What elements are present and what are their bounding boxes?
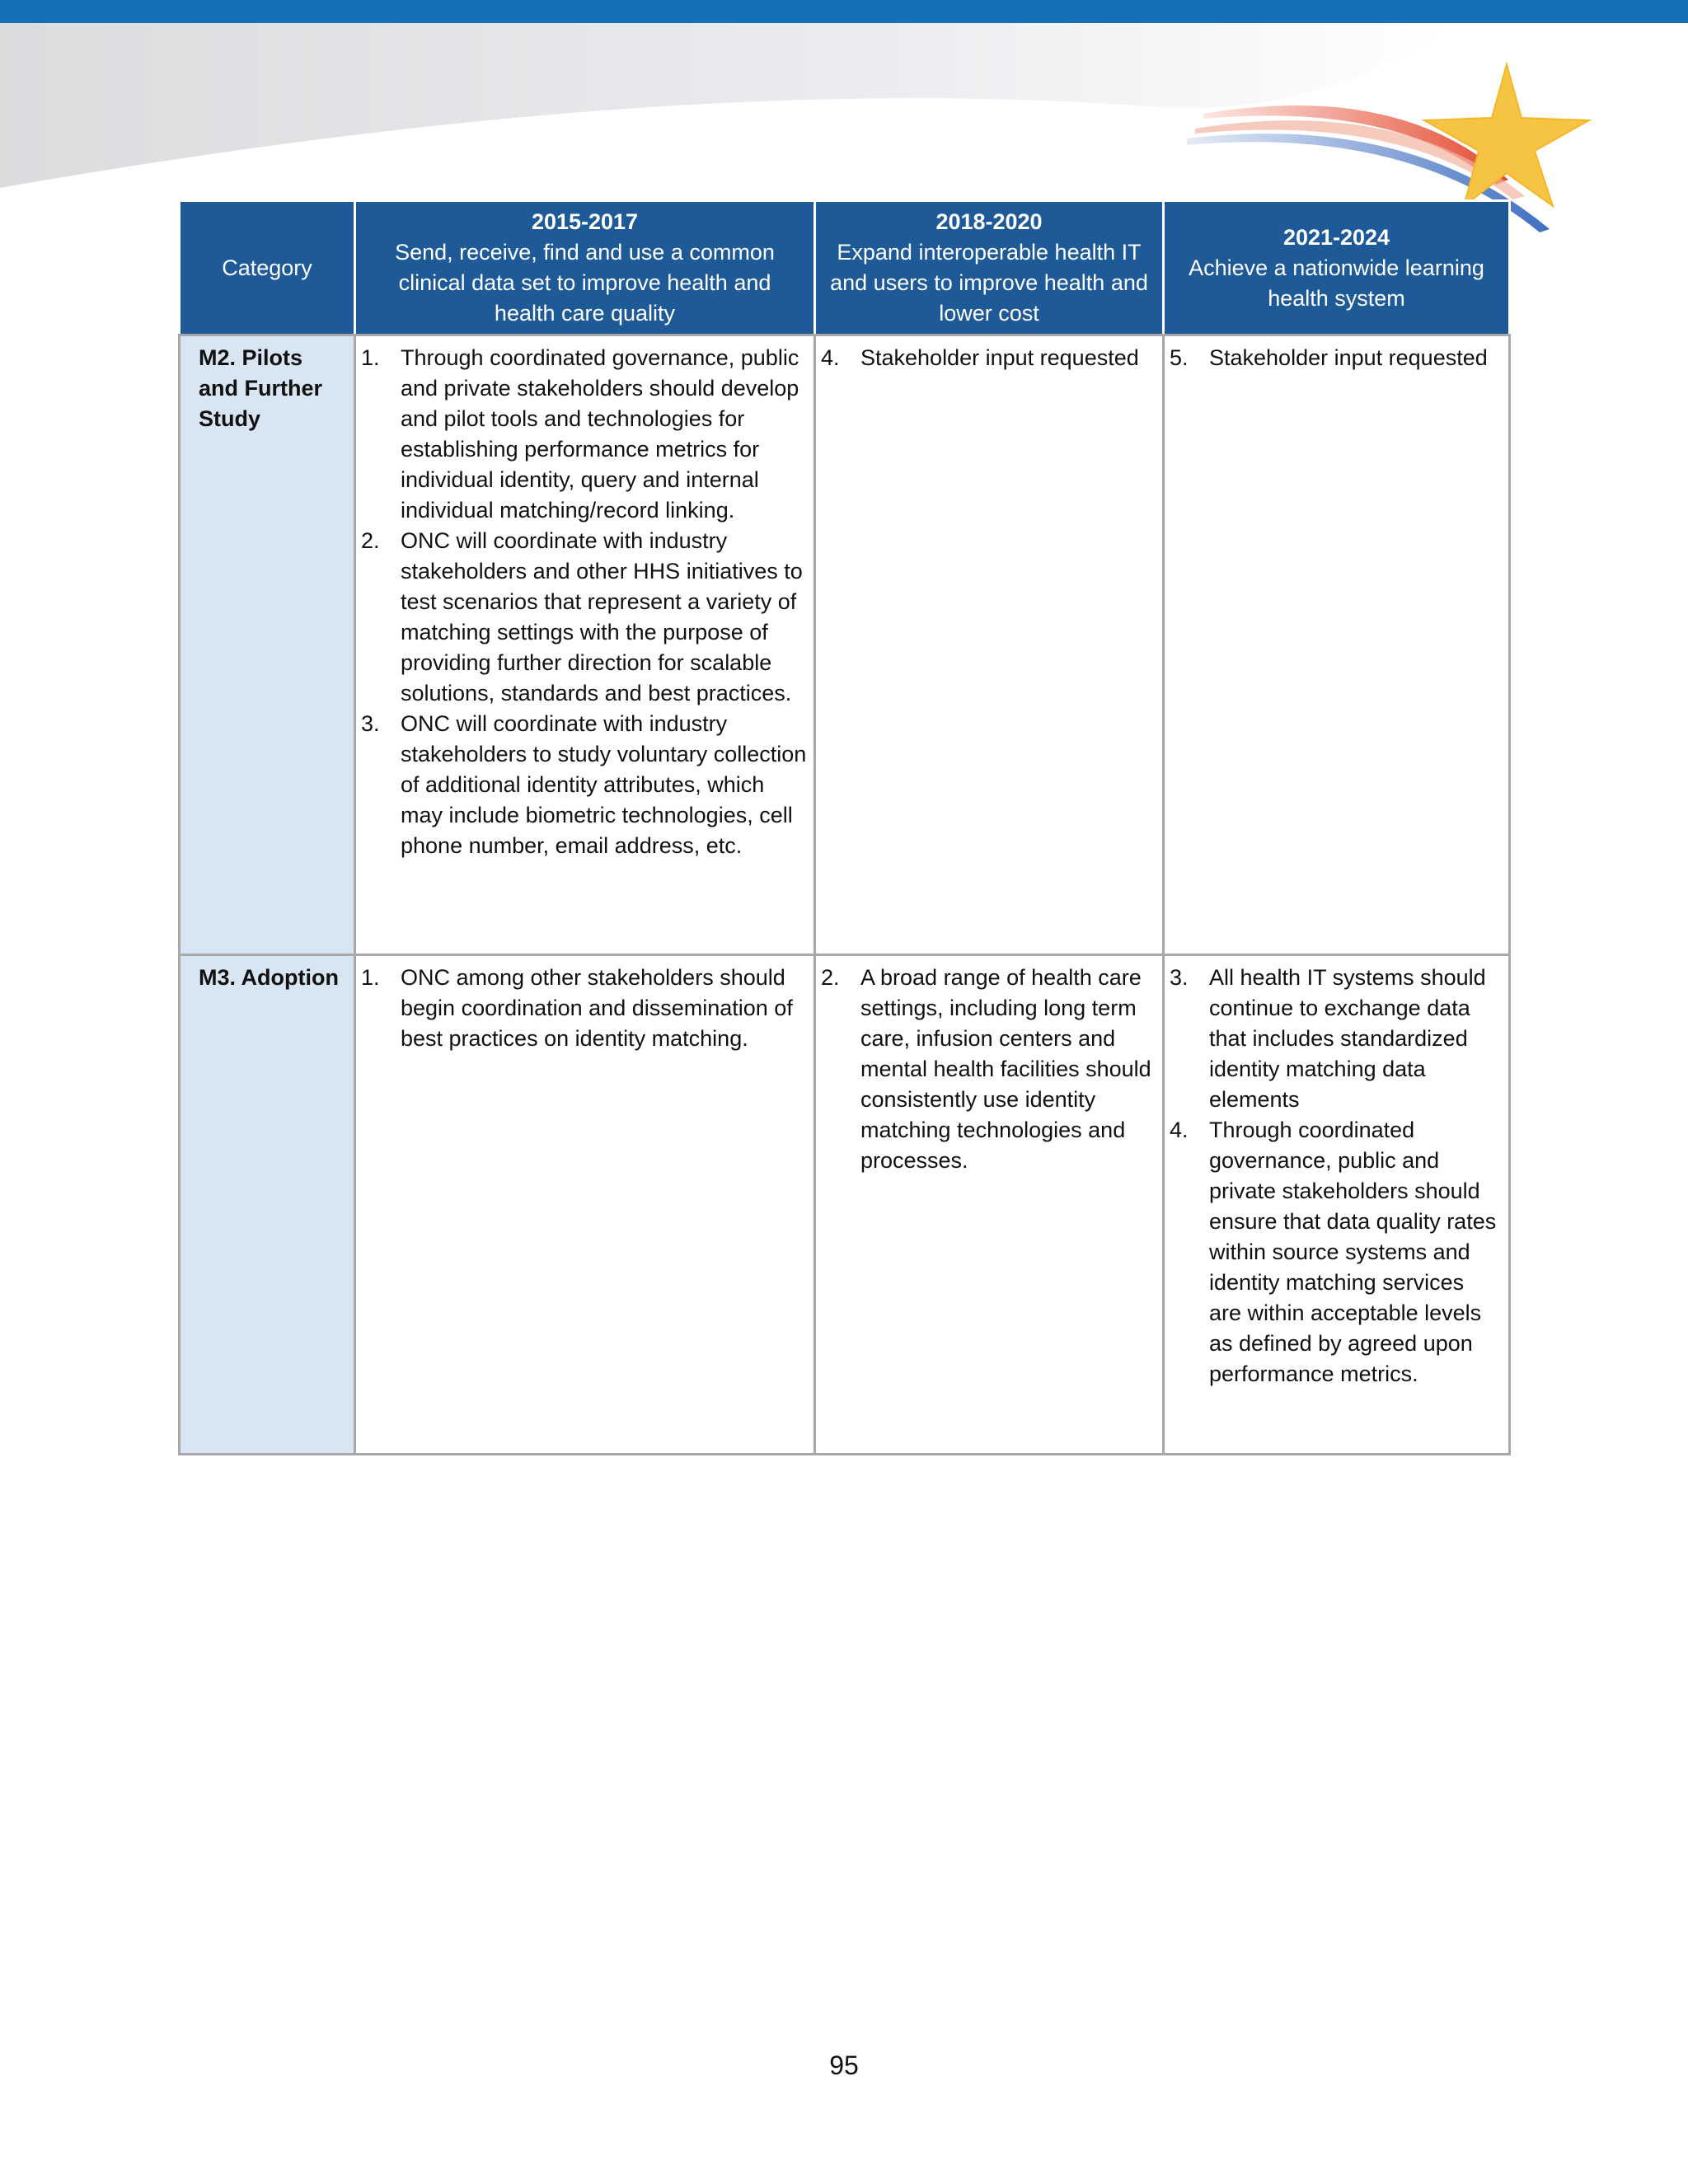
action-list xyxy=(361,343,807,861)
table-cell xyxy=(815,955,1164,1455)
top-color-bar xyxy=(0,0,1688,23)
table-row xyxy=(180,955,1510,1455)
table-cell xyxy=(355,335,815,955)
item-text: Stakeholder input requested xyxy=(860,345,1139,370)
item-text: All health IT systems should continue to exchange data that includes standardized identity matching data elements xyxy=(1209,965,1486,1112)
header-period-1-desc: Send, receive, find and use a common clinical data set to improve health and health care quality xyxy=(395,240,775,326)
list-item xyxy=(1170,1115,1502,1390)
banner-swoosh xyxy=(0,23,1451,188)
header-period-1 xyxy=(355,201,815,335)
action-list xyxy=(1170,963,1502,1390)
table-header-row xyxy=(180,201,1510,335)
item-number: 3. xyxy=(1170,965,1189,990)
page-number: 95 xyxy=(829,2050,859,2080)
table-row xyxy=(180,335,1510,955)
header-period-3-desc: Achieve a nationwide learning health system xyxy=(1189,255,1484,311)
item-text: ONC will coordinate with industry stakeholders and other HHS initiatives to test scenarios that represent a variety of matching settings with the purpose of providing further direction for scalable solutions, standards and best practices. xyxy=(401,528,803,705)
list-item xyxy=(361,709,807,861)
list-item xyxy=(361,343,807,526)
table-cell xyxy=(815,335,1164,955)
item-number: 3. xyxy=(361,711,380,736)
header-period-2-desc: Expand interoperable health IT and users to improve health and lower cost xyxy=(830,240,1148,326)
roadmap-table xyxy=(178,199,1511,1455)
table-cell xyxy=(1164,955,1510,1455)
list-item xyxy=(821,963,1156,1176)
category-cell: M3. Adoption xyxy=(180,955,355,1455)
item-text: ONC among other stakeholders should begin coordination and dissemination of best practices on identity matching. xyxy=(401,965,793,1051)
header-period-2-years: 2018-2020 xyxy=(935,209,1043,234)
list-item xyxy=(361,526,807,709)
table-cell xyxy=(355,955,815,1455)
item-text: ONC will coordinate with industry stakeholders to study voluntary collection of additional identity attributes, which may include biometric technologies, cell phone number, email address, etc. xyxy=(401,711,807,858)
table-cell xyxy=(1164,335,1510,955)
header-period-3 xyxy=(1164,201,1510,335)
item-text: Through coordinated governance, public and private stakeholders should ensure that data quality rates within source systems and identity matching services are within acceptable levels as defined by agreed upon performance metrics. xyxy=(1209,1118,1497,1386)
header-period-1-years: 2015-2017 xyxy=(531,209,639,234)
list-item xyxy=(361,963,807,1054)
header-category xyxy=(180,201,355,335)
item-number: 5. xyxy=(1170,345,1189,370)
item-number: 2. xyxy=(361,528,380,553)
header-period-3-years: 2021-2024 xyxy=(1282,224,1390,250)
item-number: 4. xyxy=(1170,1118,1189,1142)
action-list xyxy=(821,343,1156,373)
action-list xyxy=(361,963,807,1054)
list-item xyxy=(821,343,1156,373)
item-text: Stakeholder input requested xyxy=(1209,345,1488,370)
item-number: 2. xyxy=(821,965,840,990)
category-cell: M2. Pilots and Further Study xyxy=(180,335,355,955)
list-item xyxy=(1170,963,1502,1115)
action-list xyxy=(1170,343,1502,373)
item-text: A broad range of health care settings, including long term care, infusion centers and mental health facilities should consistently use identity matching technologies and processes. xyxy=(860,965,1151,1173)
list-item xyxy=(1170,343,1502,373)
header-period-2 xyxy=(815,201,1164,335)
item-number: 1. xyxy=(361,345,380,370)
header-category-label: Category xyxy=(222,255,312,280)
item-text: Through coordinated governance, public and private stakeholders should develop and pilot tools and technologies for establishing performance metrics for individual identity, query and internal individual matching/record linking. xyxy=(401,345,799,523)
item-number: 4. xyxy=(821,345,840,370)
item-number: 1. xyxy=(361,965,380,990)
action-list xyxy=(821,963,1156,1176)
